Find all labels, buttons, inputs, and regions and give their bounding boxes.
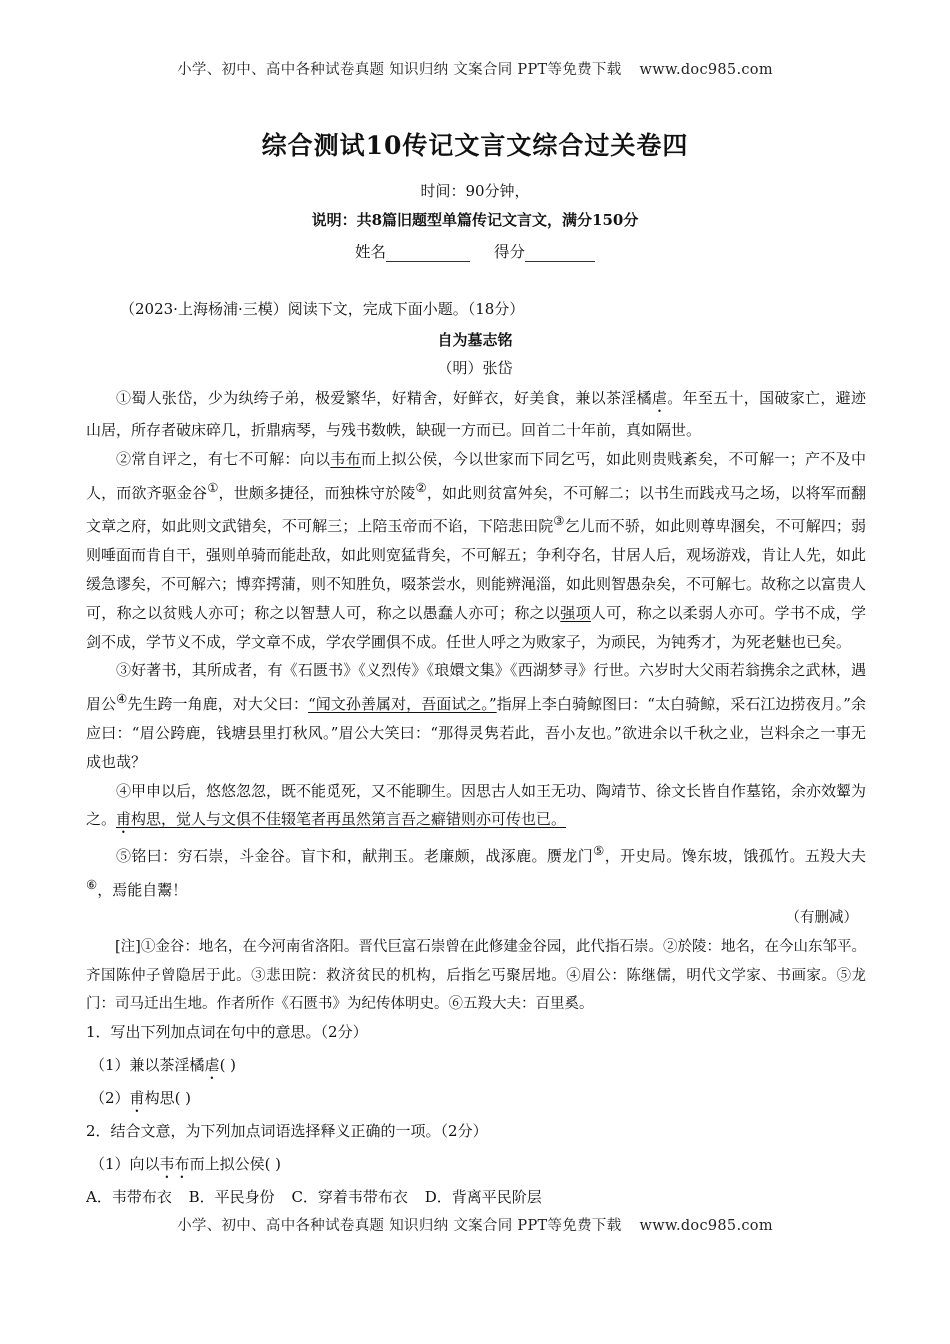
answer-options <box>86 1182 866 1215</box>
question-1-2: （2）甫构思( ) <box>90 1089 192 1107</box>
underlined-word: 韦布 <box>330 449 361 468</box>
name-label: 姓名 <box>355 243 387 261</box>
option-b: B．平民身份 <box>188 1188 275 1206</box>
paragraph-5: ⑤铭曰：穷石崇，斗金谷。盲卞和，献荆玉。老廉颇，战涿鹿。赝龙门⑤，开史局。馋东坡，饿孤竹。五羖大夫⑥，焉能自鬻！ <box>86 843 866 900</box>
name-blank <box>386 245 470 262</box>
exam-time: 时间：90分钟， <box>420 182 530 200</box>
footnote-mark: ④ <box>116 691 128 707</box>
footer-text: 小学、初中、高中各种试卷真题 知识归纳 文案合同 PPT等免费下载 <box>177 1218 622 1234</box>
abridged-note: （有删减） <box>785 910 858 926</box>
underlined-sentence: “闻文孙善属对，吾面试之。” <box>308 695 497 714</box>
footnote-mark: ① <box>207 479 219 495</box>
name-score-line <box>0 240 950 262</box>
dotted-word: 虐 <box>651 389 668 407</box>
footnote-mark: ⑥ <box>86 877 98 893</box>
exam-note: 说明：共8篇旧题型单篇传记文言文，满分150分 <box>311 211 639 229</box>
dotted-word: 韦布 <box>159 1155 190 1173</box>
page-header <box>0 58 950 79</box>
footnotes: [注]①金谷：地名，在今河南省洛阳。晋代巨富石崇曾在此修建金谷园，此代指石崇。②於陵：地名，在今山东邹平。齐国陈仲子曾隐居于此。③悲田院：救济贫民的机构，后指乞丐聚居地。④眉公：陈继儒，明代文学家、书画家。⑤龙门：司马迁出生地。作者所作《石匮书》为纪传体明史。⑥五羖大夫：百里奚。 <box>86 939 866 1013</box>
dotted-word: 甫 <box>116 810 132 829</box>
essay-title: 自为墓志铭 <box>437 331 513 349</box>
underlined-word: 强项 <box>560 603 591 622</box>
essay-body <box>86 384 866 905</box>
option-d: D．背离平民阶层 <box>424 1188 542 1206</box>
footnote-mark: ② <box>415 479 427 495</box>
page-footer <box>0 1214 950 1235</box>
footnote-mark: ③ <box>553 513 565 529</box>
essay-author: （明）张岱 <box>437 359 513 377</box>
option-c: C．穿着韦带布衣 <box>291 1188 408 1206</box>
questions <box>86 1017 866 1215</box>
underlined-sentence: 觉人与文俱不佳辍笔者再虽然第言吾之癖错则亦可传也已。 <box>176 810 567 829</box>
question-1-1: （1）兼以茶淫橘虐( ) <box>90 1056 237 1074</box>
question-2: 2．结合文意，为下列加点词语选择释义正确的一项。（2分） <box>86 1122 488 1140</box>
question-2-1: （1）向以韦布而上拟公侯( ) <box>90 1155 282 1173</box>
dotted-word: 甫 <box>129 1089 145 1107</box>
question-source: （2023·上海杨浦·三模）阅读下文，完成下面小题。（18分） <box>120 300 525 318</box>
page-title: 综合测试10传记文言文综合过关卷四 <box>261 131 689 160</box>
paragraph-2: ②常自评之，有七不可解：向以韦布而上拟公侯，今以世家而下同乞丐，如此则贵贱紊矣，不可解一；产不及中人，而欲齐驱金谷①，世颇多捷径，而独株守於陵②，如此则贫富舛矣，不可解二；以书生而践戎马之场，以将军而翻文章之府，如此则文武错矣，不可解三；上陪玉帝而不谄，下陪悲田院③乞儿而不骄，如此则尊卑溷矣，不可解四；弱则唾面而肯自干，强则单骑而能赴敌，如此则宽猛背矣，不可解五；争利夺名，甘居人后，观场游戏，肯让人先，如此缓急谬矣，不可解六；博弈摴蒲，则不知胜负，啜茶尝水，则能辨渑淄，如此则智愚杂矣，不可解七。故称之以富贵人可，称之以贫贱人亦可；称之以智慧人可，称之以愚蠢人亦可；称之以强项人可，称之以柔弱人亦可。学书不成，学剑不成，学节义不成，学文章不成，学农学圃俱不成。任世人呼之为败家子，为顽民，为钝秀才，为死老魅也已矣。 <box>86 449 867 651</box>
footnote-mark: ⑤ <box>593 843 605 859</box>
header-site-link[interactable]: www.doc985.com <box>639 62 773 78</box>
question-1: 1．写出下列加点词在句中的意思。（2分） <box>86 1023 368 1041</box>
paragraph-1: ①蜀人张岱，少为纨绔子弟，极爱繁华，好精舍，好鲜衣，好美食，兼以茶淫橘虐。年至五十，国破家亡，避迹山居，所存者破床碎几，折鼎病琴，与残书数帙，缺砚一方而已。回首二十年前，真如隔世。 <box>86 389 866 439</box>
dotted-word: 虐 <box>204 1056 220 1074</box>
footer-site-link[interactable]: www.doc985.com <box>639 1218 773 1234</box>
score-blank <box>525 245 595 262</box>
paragraph-3: ③好著书，其所成者，有《石匮书》《义烈传》《琅嬛文集》《西湖梦寻》行世。六岁时大父雨若翁携余之武林，遇眉公④先生跨一角鹿，对大父曰：“闻文孙善属对，吾面试之。”指屏上李白骑鲸图曰：“太白骑鲸，采石江边捞夜月。”余应曰：“眉公跨鹿，钱塘县里打秋风。”眉公大笑曰：“那得灵隽若此，吾小友也。”欲进余以千秋之业，岂料余之一事无成也哉？ <box>86 661 866 771</box>
header-text: 小学、初中、高中各种试卷真题 知识归纳 文案合同 PPT等免费下载 <box>177 62 622 78</box>
option-a: A．韦带布衣 <box>86 1188 172 1206</box>
paragraph-4: ④甲申以后，悠悠忽忽，既不能觅死，又不能聊生。因思古人如王无功、陶靖节、徐文长皆自作墓铭，余亦效颦为之。甫构思，觉人与文俱不佳辍笔者再虽然第言吾之癖错则亦可传也已。 <box>86 781 867 829</box>
score-label: 得分 <box>493 243 525 261</box>
